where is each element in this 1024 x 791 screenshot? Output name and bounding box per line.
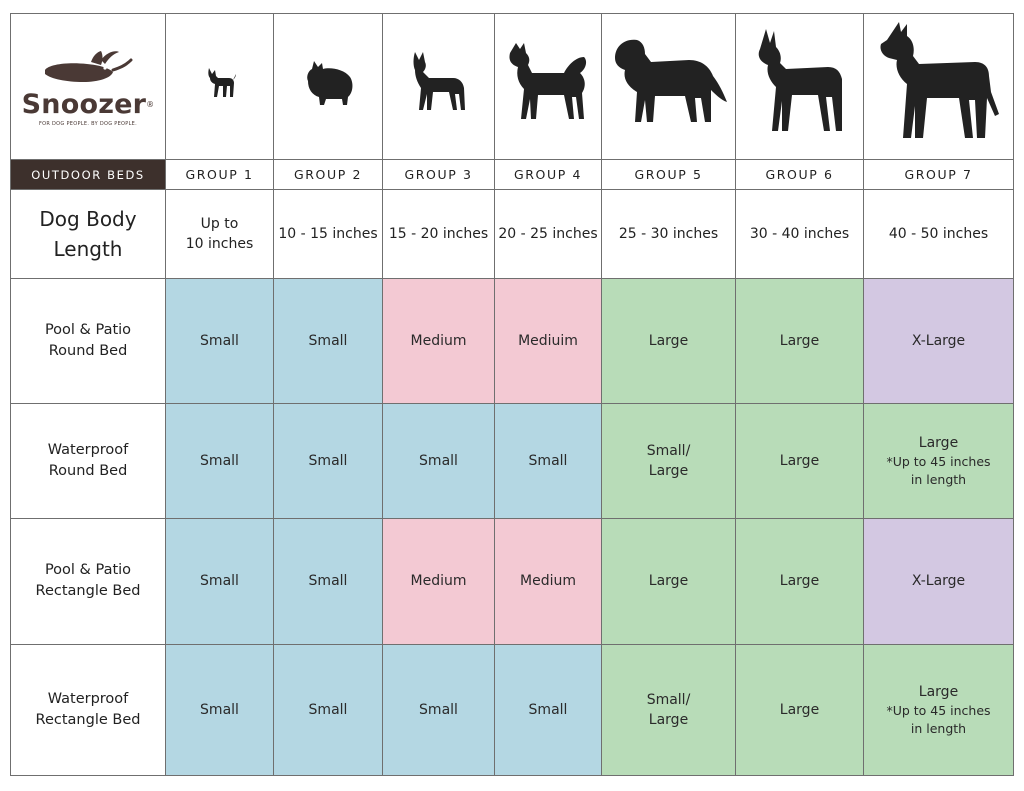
size-note: in length — [910, 720, 967, 736]
size-cell — [864, 519, 1014, 644]
size-cell — [274, 278, 383, 403]
body-length-title: Dog Body Length — [11, 190, 166, 278]
group-header: GROUP 5 — [602, 160, 736, 190]
size-cell — [864, 278, 1014, 403]
size-cell — [495, 644, 602, 775]
size-label: Small — [528, 701, 568, 718]
size-cell — [383, 278, 495, 403]
size-chart-table — [10, 13, 1014, 776]
size-label: Large — [918, 683, 959, 700]
size-cell — [495, 278, 602, 403]
group-header: GROUP 3 — [383, 160, 495, 190]
size-label: Small — [528, 453, 568, 470]
size-label: Large — [779, 332, 820, 349]
bed-row — [11, 404, 1014, 519]
size-label: Large — [779, 573, 820, 590]
size-cell — [495, 404, 602, 519]
size-label: Small — [200, 332, 239, 349]
bed-type-label: Waterproof Round Bed — [11, 404, 166, 519]
akita-icon — [506, 39, 590, 123]
size-cell — [274, 404, 383, 519]
size-cell — [602, 404, 736, 519]
size-label: Small/ — [646, 443, 691, 460]
size-label: Small — [419, 701, 458, 718]
size-cell — [602, 519, 736, 644]
size-cell — [495, 519, 602, 644]
size-label: Large — [648, 332, 689, 349]
group-header: GROUP 1 — [166, 160, 274, 190]
size-cell — [736, 519, 864, 644]
size-cell — [736, 278, 864, 403]
bed-row — [11, 519, 1014, 644]
length-value: 30 - 40 inches — [736, 190, 864, 278]
size-note: *Up to 45 inches — [886, 454, 991, 470]
bed-row — [11, 644, 1014, 775]
pomeranian-icon — [300, 53, 356, 109]
dog-cell-group-3 — [383, 14, 495, 160]
group-header: GROUP 2 — [274, 160, 383, 190]
size-label: Mediuim — [518, 332, 578, 349]
size-label: X-Large — [911, 332, 966, 349]
size-label: Small — [308, 701, 348, 718]
size-label: Small — [419, 453, 458, 470]
size-note: in length — [910, 472, 967, 488]
brand-tagline: FOR DOG PEOPLE. BY DOG PEOPLE. — [38, 121, 138, 128]
size-label: Large — [779, 701, 820, 718]
size-label: Medium — [410, 332, 467, 349]
size-label: Small — [200, 453, 239, 470]
length-value: 15 - 20 inches — [383, 190, 495, 278]
size-cell — [383, 404, 495, 519]
group-header: GROUP 4 — [495, 160, 602, 190]
size-label: Small — [308, 453, 348, 470]
boston-terrier-icon — [409, 48, 469, 114]
dog-silhouette-row — [11, 14, 1014, 160]
size-label: X-Large — [911, 573, 966, 590]
dog-cell-group-7 — [864, 14, 1014, 160]
size-label: Large — [648, 463, 689, 480]
length-value: 40 - 50 inches — [864, 190, 1014, 278]
great-dane-icon — [877, 18, 1001, 144]
size-cell — [602, 278, 736, 403]
size-cell — [166, 404, 274, 519]
dog-cell-group-6 — [736, 14, 864, 160]
group-header-row — [11, 160, 1014, 190]
size-label: Large — [779, 453, 820, 470]
brand-logo: Snoozer® — [21, 89, 155, 121]
size-cell — [602, 644, 736, 775]
group-header: GROUP 7 — [864, 160, 1014, 190]
snoozer-dog-logo-icon — [39, 46, 137, 88]
size-cell — [166, 278, 274, 403]
bed-type-label: Waterproof Rectangle Bed — [11, 644, 166, 775]
golden-retriever-icon — [611, 36, 727, 126]
size-label: Small/ — [646, 691, 691, 708]
bed-type-label: Pool & Patio Round Bed — [11, 278, 166, 403]
size-label: Large — [648, 573, 689, 590]
length-value: 20 - 25 inches — [495, 190, 602, 278]
size-cell — [736, 644, 864, 775]
size-cell — [166, 519, 274, 644]
size-cell — [274, 644, 383, 775]
body-length-row — [11, 190, 1014, 278]
size-cell — [166, 644, 274, 775]
chihuahua-icon — [203, 64, 237, 98]
size-label: Small — [308, 332, 348, 349]
size-cell — [383, 644, 495, 775]
bed-row — [11, 278, 1014, 403]
size-cell — [864, 404, 1014, 519]
length-value: 25 - 30 inches — [602, 190, 736, 278]
size-cell — [736, 404, 864, 519]
size-label: Medium — [520, 573, 576, 590]
size-cell — [274, 519, 383, 644]
dog-cell-group-1 — [166, 14, 274, 160]
size-label: Small — [308, 573, 348, 590]
size-label: Small — [200, 573, 239, 590]
size-cell — [383, 519, 495, 644]
logo-cell — [11, 14, 166, 160]
group-header: GROUP 6 — [736, 160, 864, 190]
size-label: Medium — [410, 573, 467, 590]
dog-cell-group-5 — [602, 14, 736, 160]
size-label: Large — [648, 711, 689, 728]
dog-cell-group-2 — [274, 14, 383, 160]
size-label: Small — [200, 701, 239, 718]
size-cell — [864, 644, 1014, 775]
length-value: Up to 10 inches — [166, 190, 274, 278]
dog-cell-group-4 — [495, 14, 602, 160]
bed-type-label: Pool & Patio Rectangle Bed — [11, 519, 166, 644]
size-label: Large — [918, 435, 959, 452]
length-value: 10 - 15 inches — [274, 190, 383, 278]
size-note: *Up to 45 inches — [886, 702, 991, 718]
doberman-icon — [752, 25, 848, 137]
category-header: OUTDOOR BEDS — [11, 160, 166, 190]
